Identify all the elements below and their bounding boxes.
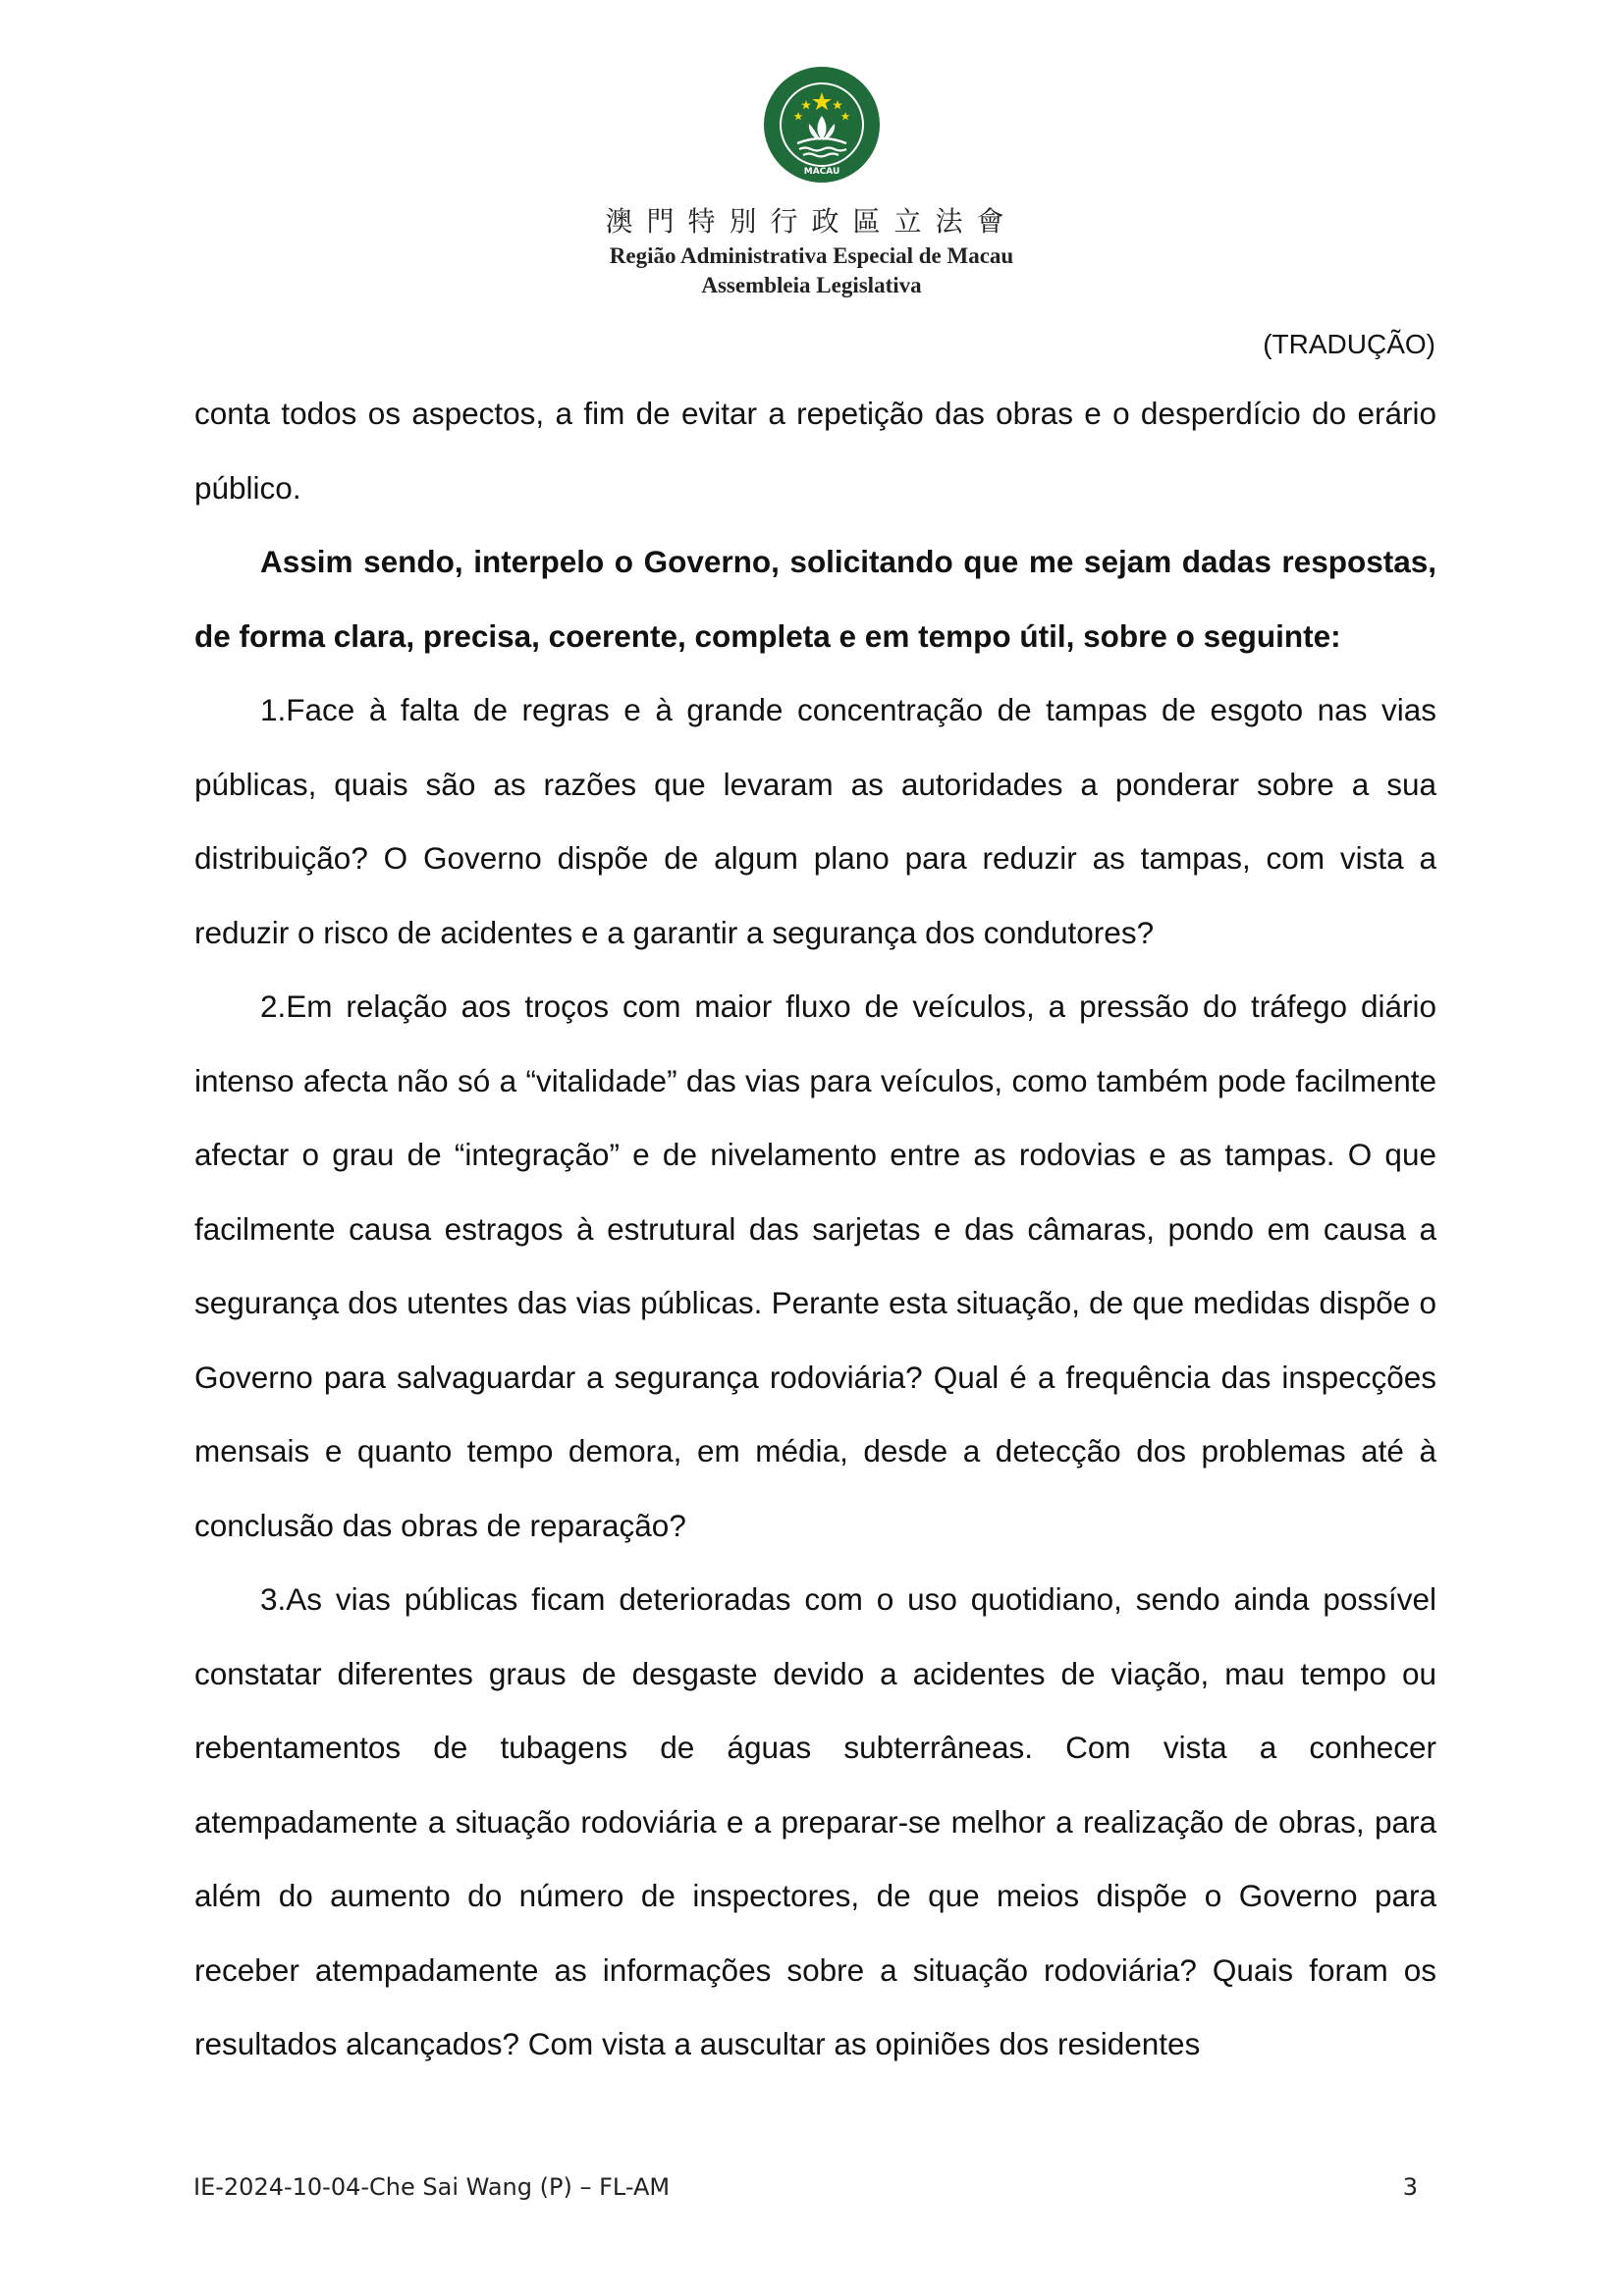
paragraph-interpellation-request: Assim sendo, interpelo o Governo, solicitando que me sejam dadas respostas, de forma clara, precisa, coerente, completa e em tempo útil, sobre o seguinte: — [194, 544, 1436, 654]
paragraph-question-2: 2.Em relação aos troços com maior fluxo de veículos, a pressão do tráfego diário intenso afecta não só a “vitalidade” das vias para veículos, como também pode facilmente afectar o grau de “integração” e de nivelamento entre as rodovias e as tampas. O que facilmente causa estragos à estrutural das sarjetas e das câmaras, pondo em causa a segurança dos utentes das vias públicas. Perante esta situação, de que medidas dispõe o Governo para salvaguardar a segurança rodoviária? Qual é a frequência das inspecções mensais e quanto tempo demora, em média, desde a detecção dos problemas até à conclusão das obras de reparação? — [194, 988, 1436, 1543]
page-number: 3 — [1402, 2173, 1418, 2201]
paragraph-question-1: 1.Face à falta de regras e à grande concentração de tampas de esgoto nas vias públicas, quais são as razões que levaram as autoridades a ponderar sobre a sua distribuição? O Governo dispõe de algum plano para reduzir as tampas, com vista a reduzir o risco de acidentes e a garantir a segurança dos condutores? — [194, 692, 1436, 950]
emblem-label: MACAU — [803, 167, 840, 177]
footer-reference: IE-2024-10-04-Che Sai Wang (P) – FL-AM — [193, 2173, 671, 2201]
macau-emblem-icon — [762, 65, 882, 185]
header-chinese-title: 澳門特別行政區立法會 — [605, 205, 1018, 238]
header-region-line: Região Administrativa Especial de Macau — [609, 243, 1014, 268]
translation-tag: (TRADUÇÃO) — [1263, 329, 1435, 359]
document-body — [194, 377, 1436, 2082]
paragraph-question-3: 3.As vias públicas ficam deterioradas com o uso quotidiano, sendo ainda possível constatar diferentes graus de desgaste devido a acidentes de viação, mau tempo ou rebentamentos de tubagens de águas subterrâneas. Com vista a conhecer atempadamente a situação rodoviária e a preparar-se melhor a realização de obras, para além do aumento do número de inspectores, de que meios dispõe o Governo para receber atempadamente as informações sobre a situação rodoviária? Quais foram os resultados alcançados? Com vista a auscultar as opiniões dos residentes — [194, 1581, 1436, 2061]
header-assembly-line: Assembleia Legislativa — [701, 273, 922, 297]
paragraph-continuation: conta todos os aspectos, a fim de evitar a repetição das obras e o desperdício do erário público. — [194, 396, 1436, 506]
